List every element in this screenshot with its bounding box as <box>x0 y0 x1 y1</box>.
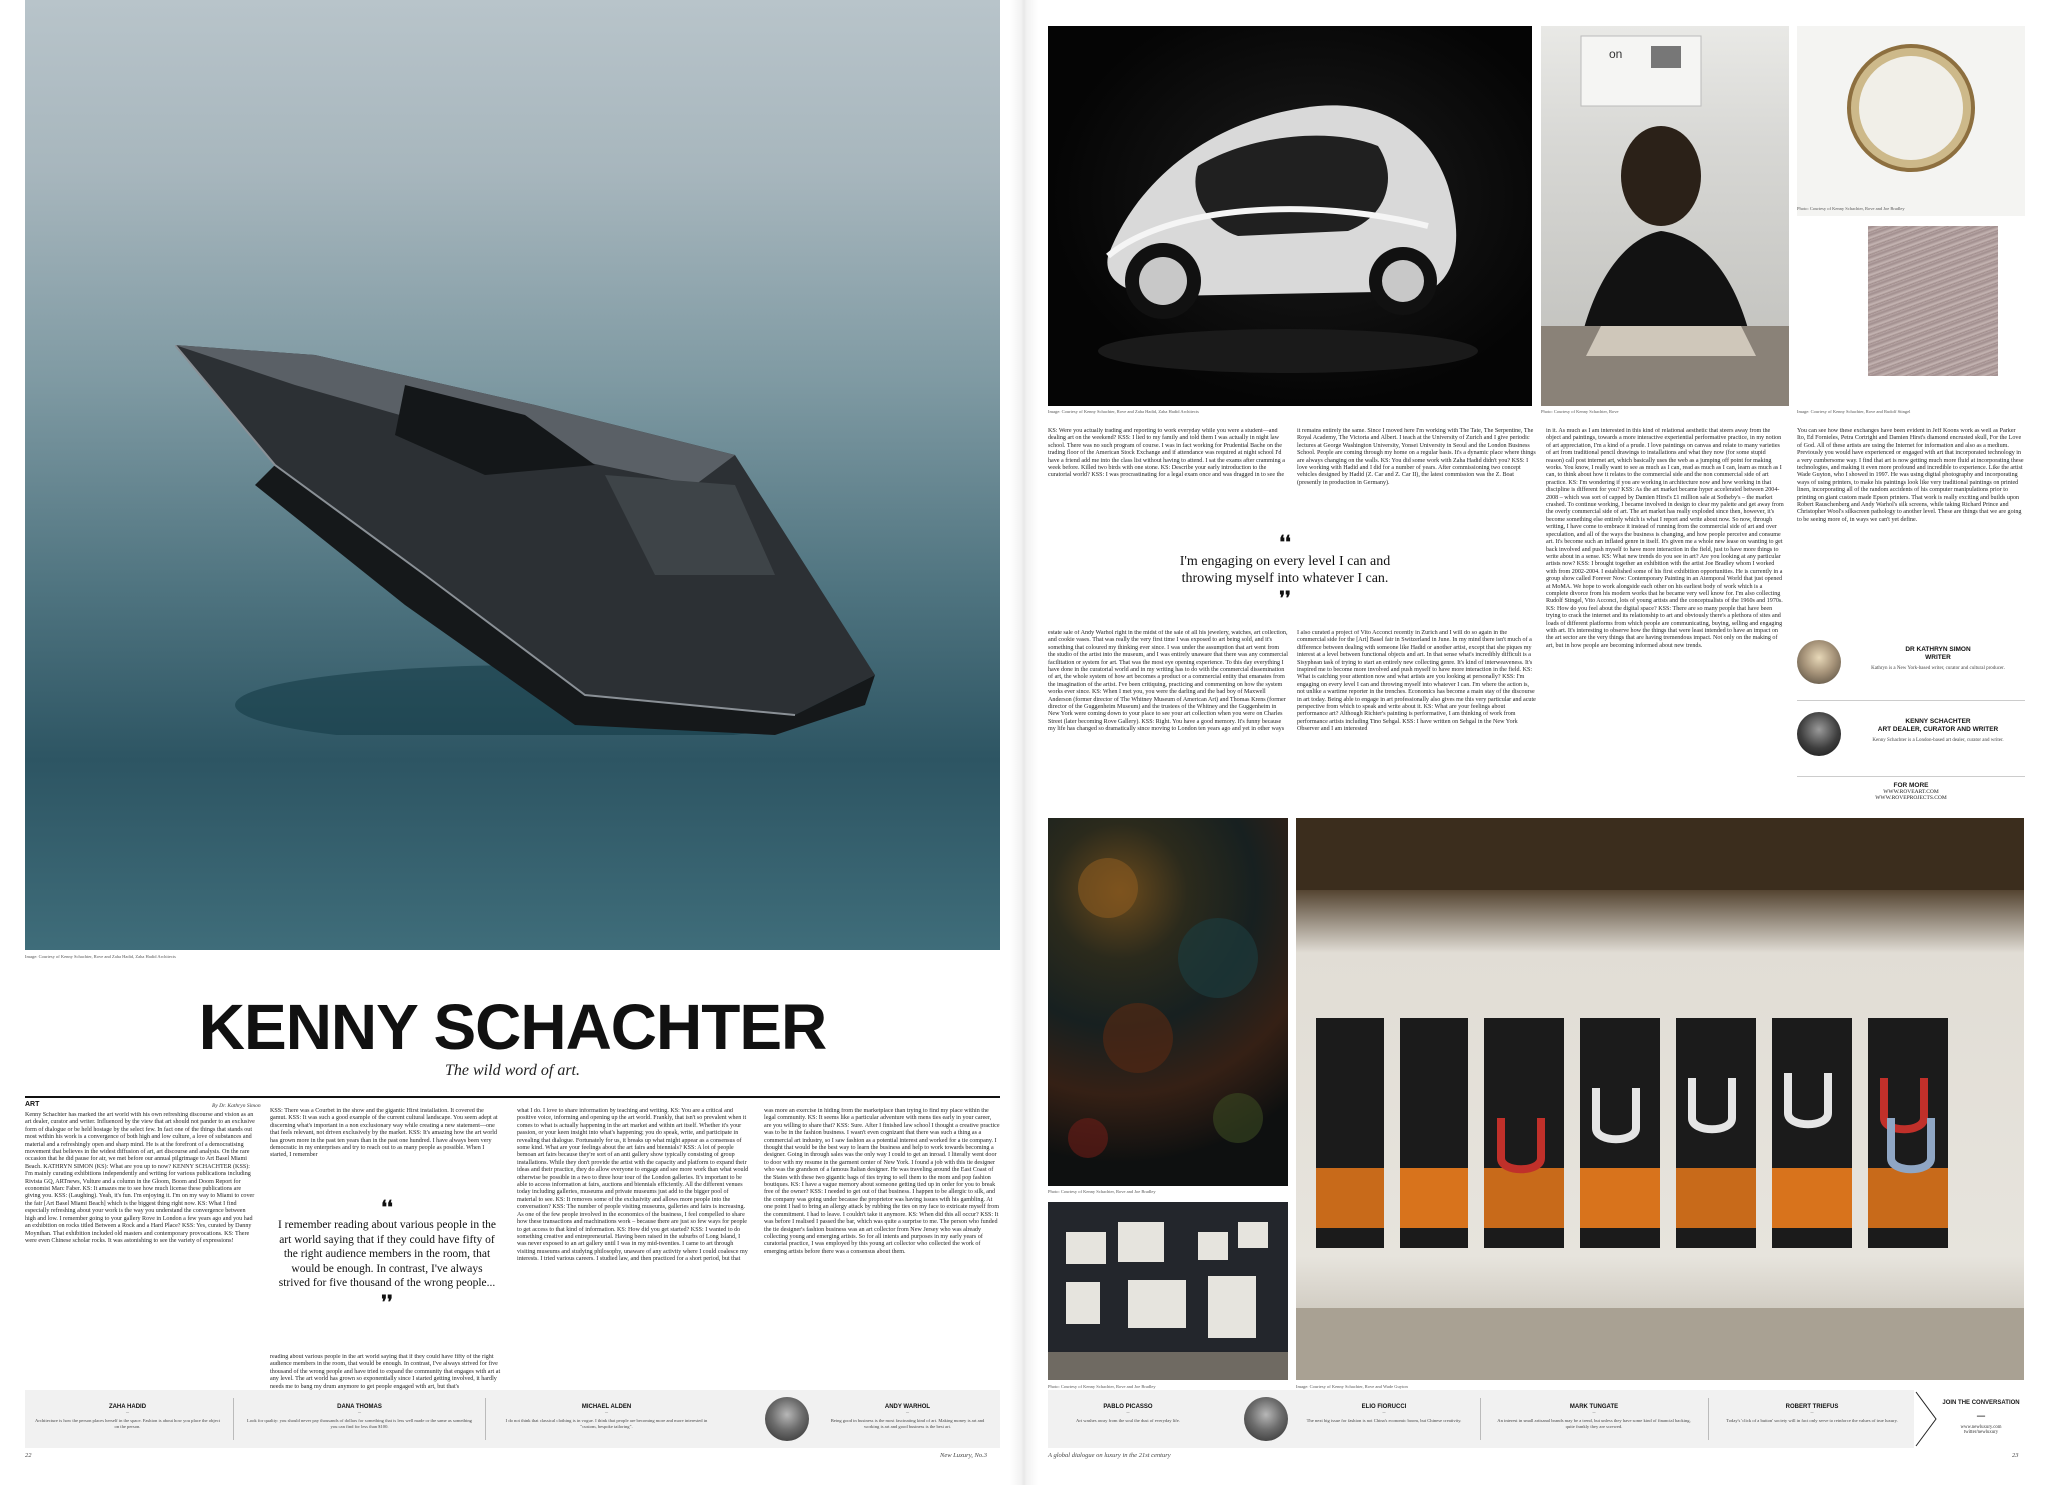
bio-description: Kathryn is a New York-based writer, curator and cultural producer. <box>1871 666 2005 671</box>
bio-name: DR KATHRYN SIMON <box>1905 646 1971 653</box>
bio-divider <box>1797 776 2025 777</box>
footer-quote-item <box>1484 1390 1704 1448</box>
article-top-rule <box>25 1096 1000 1098</box>
footer-quote-author: ELIO FIORUCCI <box>1361 1404 1407 1410</box>
footer-quote-text: Being good in business is the most fascinating kind of art. Making money is art and working is art and good business is the best art. <box>830 1418 985 1429</box>
footer-quote-text: Architecture is how the person places herself in the space. Fashion is about how you place the object on the person. <box>35 1418 220 1429</box>
footer-quote-text: An interest in small artisanal brands may be a trend, but unless they have some kind of financial backing, quite frankly they are screwed. <box>1497 1418 1691 1429</box>
footer-quote-item <box>1712 1390 1912 1448</box>
bio-role: WRITER <box>1925 654 1951 661</box>
folio-title-left: New Luxury, No.3 <box>940 1452 987 1459</box>
page-number-right: 23 <box>2012 1452 2019 1459</box>
close-quote-icon: ❜❜ <box>381 1291 393 1312</box>
footer-quote-text: Look for quality: you should never pay thousands of dollars for something that is less well made or the same as something you can find for less than $100. <box>247 1418 472 1429</box>
newluxury-twitter-link[interactable]: twitter/newluxury <box>1963 1430 1999 1435</box>
bio-role: ART DEALER, CURATOR AND WRITER <box>1877 726 1999 733</box>
dash-icon: – <box>1382 1410 1386 1416</box>
pull-quote-text: I remember reading about various people in the art world saying that if they could have fifty of the right audience members in the room, that would be enough. In contrast, I've always strived for five thousand of the wrong people... <box>277 1219 497 1289</box>
z-car-photo <box>1048 26 1532 406</box>
join-conversation-block[interactable] <box>1914 1390 2025 1448</box>
stingel-artwork-photo <box>1868 226 1998 376</box>
article-headline: KENNY SCHACHTER <box>198 991 827 1063</box>
boat-photo-caption: Image: Courtesy of Kenny Schachter, Rove and Zaha Hadid, Zaha Hadid Architects <box>25 954 176 959</box>
gallery-drawings-photo <box>1048 1202 1288 1380</box>
footer-quote-author: ANDY WARHOL <box>884 1404 931 1410</box>
svg-text:on: on <box>1609 47 1623 61</box>
article-column-4: was more an exercise in hiding from the marketplace than trying to find my place within the legal community. KS: It seems like a particular adventure with mens ties early in your career, are you willing to share that? KSS: Sure. After I finished law school I thought a creative practice was to be in the fashion business. I wasn't even cognizant that there was such a thing as a commercial art industry, so I saw fashion as a potential interest and worked for a tie company. I thought that would be the best way to learn the business and help to work towards becoming a designer. Going in through sales was the only way I could to get an inroad. I literally went door to door with my resume in the garment center of New York. I found a job with this tie designer who was the grandson of a famous Italian designer. He was traveling around the East Coast of the States with these two gigantic bags of ties trying to sell them to the mom and pop fashion boutiques. KS: I have a vague memory about someone getting tied up in order for you to break free of the owner? KSS: I needed to get out of that business. I happen to be allergic to silk, and the company was going under because the proprietor was having issues with his gambling. At one point I had to bring an allergy attack by rubbing the ties on my face to extricate myself from the commitment. I had to leave. I couldn't take it anymore. KS: When did this all occur? KSS: It was before I realised I passed the bar, which was quite a surprise to me. The person who funded the tie designer's fashion business was an art collector from New Jersey who was already collecting young and emerging artists. So for all intents and purposes in my early years of curatorial practice, I was employed by this young art collector who collected the work of emerging artists before there was a consensus about them. <box>764 1108 1000 1255</box>
article-column-3: what I do. I love to share information by teaching and writing. KS: You are a critical and positive voice, informing and opening up the art world. Frankly, that isn't so prevalent when it comes to what is actually happening in the art market and within art itself. Whether it's your passion, or your keen insight into what's happening; you do speak, write, and participate in revealing that dialogue. Fortunately for us, it breaks up what might appear as a consensus of some kind. What are your feelings about the art fairs and biennials? KSS: A lot of people bemoan art fairs because they're sort of an anti gallery show typically consisting of group installations. While they don't provide the artist with the capacity and platform to expand their ideas and their practice, they do allow everyone to engage and see more work than what would otherwise be possible in a two to three hour tour of the London galleries. It's important to be able to access information at fairs, auctions and biennials efficiently. All the different venues today including galleries, museums and private museums just add to the bigger pool of material to see. KS: It removes some of the exclusivity and allows more people into the conversation? KSS: The number of people visiting museums, galleries and fairs is increasing. As one of the few people involved in the economics of the business, I feel compelled to share how these transactions and machinations work – because there are just so few ways for people to get access to that kind of information. KS: How did you get started? KSS: I wanted to do something creative and entrepreneurial. Having been raised in the suburbs of Long Island, I was never exposed to an art gallery until I was in my mid-twenties. I came to art through visiting museums and studying philosophy, unaware of any activity where I could coalesce my interests. I tried various careers. I studied law, and then practiced for a short period, but that <box>517 1108 749 1263</box>
open-quote-icon: ❛❛ <box>381 1197 393 1217</box>
quote-footer-right <box>1048 1390 2025 1448</box>
footer-quote-text: The next big issue for fashion is not China's economic boom, but Chinese creativity. <box>1306 1418 1462 1423</box>
portrait-shape <box>1541 26 1789 406</box>
kenny-schachter-avatar <box>1797 712 1841 756</box>
article-column-2-top: KSS: There was a Courbet in the show and the gigantic Hirst installation. It covered the gamut. KSS: It was such a good example of the current cultural landscape. You seem adept at discerning what's important in a non exclusionary way while creating a new statement—one that feels relevant, not driven exclusively by the market. KSS: It's amazing how the art world has grown more in the past ten years than in the past one hundred. I have always been very democratic in my enterprises and try to reach out to as many people as possible. When I started, I remember <box>270 1108 498 1159</box>
page-gutter <box>1010 0 1038 1485</box>
gallery-big-shape <box>1296 818 2024 1380</box>
roveprojects-link[interactable]: WWW.ROVEPROJECTS.COM <box>1875 795 1947 801</box>
pull-quote-left <box>276 1197 498 1312</box>
car-photo-caption: Image: Courtesy of Kenny Schachter, Rove and Zaha Hadid, Zaha Hadid Architects <box>1048 409 1199 414</box>
canvas-row <box>1316 1018 1948 1248</box>
pull-quote-text: I'm engaging on every level I can and throwing myself into whatever I can. <box>1179 554 1391 586</box>
bio-description: Kenny Schachter is a London-based art dealer, curator and writer. <box>1872 738 2004 743</box>
sketch-photo-caption: Image: Courtesy of Kenny Schachter, Rove and Rudolf Stingel <box>1797 409 1911 414</box>
join-conversation-label: JOIN THE CONVERSATION <box>1942 1400 2020 1406</box>
byline: By Dr. Kathryn Simon <box>212 1103 261 1109</box>
elio-fiorucci-portrait <box>1244 1397 1288 1441</box>
for-more-label: FOR MORE <box>1893 782 1929 789</box>
kathryn-simon-avatar <box>1797 640 1841 684</box>
bio-name: KENNY SCHACHTER <box>1905 718 1971 725</box>
article-subhead: The wild word of art. <box>445 1062 580 1079</box>
abstract-painting-photo <box>1048 818 1288 1186</box>
right-column-1-top: KS: Were you actually trading and reporting to work everyday while you were a student—and dealing art on the weekend? KSS: I lied to my family and told them I was actually in night law school. There was no such program of course. I was in fact working for Prudential Bache on the trading floor of the American Stock Exchange and if attendance was required at night school I'd have a friend add me into the class list without having to attend. I sat the exams after cramming a week before. Killed two birds with one stone. KS: Describe your early introduction to the curatorial world? KSS: I was procrastinating for a legal exam once and was dragged in to see the <box>1048 428 1285 479</box>
right-column-4: You can see how these exchanges have been evident in Jeff Koons work as well as Parker Ito, Ed Fornieles, Petra Cortright and Damien Hirst's diamond encrusted skull, For the Love of God. All of these artists are using the Internet for information and also as a medium. Previously you would have experienced or engaged with art that incorporated technology in a very cumbersome way. I find that art is now getting much more fluid at incorporating these technologies, and making it even more profound and incredible to experience. Like the artist Wade Guyton, who I showed in 1997. He was using digital photography and incorporating ways of using printers, to make his paintings look like very traditional paintings on printed linen, incorporating all of the random accidents of his computer manipulations prior to printing on giant custom made Epson printers. That work is really exciting and builds upon Robert Rauschenberg and Andy Warhol's silk screens, while taking Richard Prince and Christopher Wool's silkscreen pathology to another level. These are things that we are going to be seeing more of, in ways we can't yet define. <box>1797 428 2024 523</box>
dash-icon: – <box>358 1410 361 1416</box>
gallery-small-caption: Photo: Courtesy of Kenny Schachter, Rove and Joe Bradley <box>1048 1384 1156 1389</box>
footer-divider <box>233 1398 234 1440</box>
gallery-small-shape <box>1048 1202 1288 1380</box>
open-quote-icon: ❛❛ <box>1279 532 1291 552</box>
dash-icon: – <box>1977 1407 1985 1424</box>
right-column-3: in it. As much as I am interested in this kind of relational aesthetic that steers away from the object and paintings, towards a more interactive experiential performative practice, in my notion of art appreciation, I'm a kind of a prude. I love paintings on canvas and relate to many varieties of art from traditional pencil drawings to installations and what they now (for some stupid reason) call post internet art, which basically uses the web as a jumping off point for making works. You know, I really want to see as much as I can, read as much as I can, learn as much as I can, to think about how it relates to the commercial side and the non commercial side of art practice. KS: I'm wondering if you are working in architecture now and how working in that discipline is different for you? KSS: As the art market became hyper accelerated between 2004-2008 – which was sort of capped by Damien Hirst's £1 million sale at Sotheby's – the market crashed. To continue working, I became involved in design to clear my palette and get away from the overly commercial side of art. The art market has really exploded since then, however, it's become something else entirely which is what I report and write about now. So now, through writing, I have come to embrace it instead of running from the commercial side of art and over speculation, and all of the ways the business is changing, and how people perceive and consume art. It's become such an inflated genre in itself. It's given me a whole new lease on wanting to get back involved and push myself to have more interaction in the field, just to have more things to write about in a sense. KS: What new trends do you see in art? Are you looking at any particular artists now? KSS: I brought together an exhibition with the artist Joe Bradley whom I worked with from 2002-2004. I established some of his first exhibition opportunities. He is currently in a group show called Forever Now: Contemporary Painting in an Atemporal World that just opened at MoMA. We hope to work alongside each other on his earliest body of work which is a complete divorce from his modern works that he became very well know for. I'm also collecting Rudolf Stingel, Vito Acconci, lots of young artists and the conceptualists of the 1960s and 1970s. KS: How do you feel about the digital space? KSS: There are so many people that have been trying to crack the internet and its relationship to art and obviously there's a plethora of sites and loads of different platforms from which people are communicating, buying, selling and engaging with art. It's interesting to observe how the things that were least intended to have an impact on the art sector are the very things that are having tremendous impact. Not only on the making of art, but in how people are becoming informed about new trends. <box>1546 428 1784 649</box>
page-number-left: 22 <box>25 1452 32 1459</box>
footer-quote-author: MICHAEL ALDEN <box>581 1404 632 1410</box>
footer-quote-item <box>489 1390 724 1448</box>
dash-icon: – <box>126 1410 129 1416</box>
dash-icon: – <box>1810 1410 1814 1416</box>
right-column-2-top: it remains entirely the same. Since I moved here I'm working with The Tate, The Serpentine, The Royal Academy, The Victoria and Albert. I teach at the University of Zurich and I give periodic lectures at George Washington University, Yonsei University in Seoul and the London Business School. People are coming through my home on a regular basis. It's a dynamic place where things are always changing on the walls. KS: You did some work with Zaha Hadid didn't you? KSS: I love working with Hadid and I did for a number of years. After commissioning two concept vehicles designed by Hadid (Z. Car and Z. Car II), the latest commission was the Z. Boat (presently in production in Germany). <box>1297 428 1536 486</box>
dash-icon: – <box>1592 1410 1596 1416</box>
abstract-photo-caption: Photo: Courtesy of Kenny Schachter, Rove and Joe Bradley <box>1048 1189 1156 1194</box>
mirror-shape <box>1797 26 2025 216</box>
footer-quote-item <box>1294 1390 1474 1448</box>
dash-icon: – <box>605 1410 608 1416</box>
round-mirror-artwork-photo <box>1797 26 2025 216</box>
for-more-block <box>1797 782 2025 801</box>
footer-quote-item <box>815 1390 1000 1448</box>
footer-divider <box>1708 1398 1709 1440</box>
article-column-1: Kenny Schachter has marked the art world with his own refreshing discourse and vision as an art dealer, curator and writer. Influenced by the view that art should not pander to an exclusive form of dialogue or be held hostage by the select few. In fact one of the things that stands out most within his work is a convergence of both high and low culture, a love of substances and material and a refreshingly open and sharp mind. He is at the forefront of a democratising movement that believes in the widest diffusion of art, art discourse and analysis. On the rare occasion that he did pause for air, we met before our annual pilgrimage to Art Basel Miami Beach. KATHRYN SIMON (KS): What are you up to now? KENNY SCHACHTER (KSS): I'm mainly curating exhibitions independently and writing for various publications including Rivista GQ, ARTnews, Vulture and a column in the Gloom, Boom and Doom Report for economist Marc Faber. KS: It amazes me to see how much license these publications are giving you. KSS: (Laughing). Yeah, it's fun. I'm enjoying it. I'm on my way to Miami to cover the fair [Art Basel Miami Beach] which is the biggest thing right now. KS: What I find especially refreshing about your work is the way you understand the convergence between high and low. I remember going to your gallery Rove in London a few years ago and you had an exhibition on rocks titled Between a Rock and a Hard Place? KSS: Yes, curated by Danny Moynihan. That exhibition included old masters and contemporary provocations. KS: There were even Chinese scholar rocks. It was astonishing to see the variety of expressions! <box>25 1112 255 1244</box>
car-shape <box>1048 26 1532 406</box>
mirror-photo-caption: Photo: Courtesy of Kenny Schachter, Rove and Joe Bradley <box>1797 206 1905 211</box>
kenny-schachter-portrait-photo <box>1541 26 1789 406</box>
footer-quote-author: DANA THOMAS <box>337 1404 382 1410</box>
footer-quote-text: Today's 'click of a button' society will in fact only serve to reinforce the values of true luxury. <box>1726 1418 1898 1423</box>
newluxury-website-link[interactable]: www.newluxury.com <box>1960 1425 2002 1430</box>
close-quote-icon: ❜❜ <box>1279 588 1291 608</box>
pull-quote-right <box>1160 532 1410 608</box>
dash-icon: – <box>906 1410 909 1416</box>
right-column-2-lower: I also curated a project of Vito Acconci recently in Zurich and I will do so again in the commercial side for the [Art] Basel fair in Switzerland in June. In my mind there isn't much of a difference between dealing with someone like Hadid or another artist, except that she piques my interest at a level between functional objects and art. In that sense what's incredibly difficult is a Sisyphean task of trying to start an entirely new collecting genre. It's kind of interweaveness. It's inspired me to become more involved and push myself to have more interaction in the field. KS: What is catching your attention now and what artists are you looking at personally? KSS: I'm engaging on every level I can and throwing myself into whatever I can. I'm where the action is, not unlike a wartime reporter in the trenches. Economics has become a main stay of the discourse in art today. Being able to engage in art professionally also gives me this very particular and acute perspective from which to speak and write about it. KS: What are your feelings about performance art? Although Richter's painting is performative, I am thinking of work from performance artists including Tino Sehgal. KSS: I have written on Sehgal in the New York Observer and I am interested <box>1297 630 1536 733</box>
andy-warhol-portrait <box>765 1397 809 1441</box>
bio-divider <box>1797 700 2025 701</box>
right-column-1-lower: estate sale of Andy Warhol right in the midst of the sale of all his jewelery, watches, art collection, and cookie vases. That was really the very first time I was exposed to art being sold, and it's something that coloured my thinking ever since. I was under the assumption that art went from the studio of the artist into the museum, and I was entirely unaware that there was any commercial facilitation or system for art. That was the most eye opening experience. To this day everything I have done in the curatorial world and in my writing has to do with the commercial dissemination of art, the whole system of how art becomes a product or a commercial entity that emanates from the imagination of the artist. I've been critiquing, practicing and commenting on how the system works ever since. KS: When I met you, you were the darling and the bad boy of Maxwell Anderson (former director of The Whitney Museum of American Art) and Thomas Krens (former director of the Guggenheim Museum) and the trustees of the Whitney and the Guggenheim in New York were coming down to your place to see your art collection when you were on Charles Street (later becoming Rove Gallery). KSS: Right. You have a good memory. It's funny because my life has changed so dramatically since moving to London ten years ago and yet in other ways <box>1048 630 1288 733</box>
footer-quote-text: I do not think that classical clothing is in vogue. I think that people are becoming more and more interested in "custom, bespoke tailoring". <box>505 1418 708 1429</box>
z-boat-photo <box>25 0 1000 950</box>
quote-footer-left <box>25 1390 1000 1448</box>
footer-divider <box>1480 1398 1481 1440</box>
footer-quote-author: PABLO PICASSO <box>1103 1404 1153 1410</box>
abstract-shape <box>1048 818 1288 1186</box>
footer-quote-author: MARK TUNGATE <box>1569 1404 1619 1410</box>
gallery-big-caption: Image: Courtesy of Kenny Schachter, Rove and Wade Guyton <box>1296 1384 1408 1389</box>
article-column-2-bottom: reading about various people in the art world saying that if they could have fifty of the right audience members in the room, that would be enough. In contrast, I've always strived for five thousand of the wrong people and have tried to expand the community that engages with art at any level. The art world has grown so exponentially since I started getting involved, it hardly needs me to bang my drum anymore to get people engaged with art, but that's <box>270 1354 501 1390</box>
footer-quote-item <box>1048 1390 1208 1448</box>
roveart-link[interactable]: WWW.ROVEART.COM <box>1883 789 1939 795</box>
folio-title-right: A global dialogue on luxury in the 21st century <box>1048 1452 1171 1459</box>
footer-divider <box>485 1398 486 1440</box>
wade-guyton-installation-photo <box>1296 818 2024 1380</box>
boat-shape <box>175 345 875 735</box>
footer-quote-item <box>237 1390 482 1448</box>
footer-quote-item <box>25 1390 230 1448</box>
footer-quote-author: ZAHA HADID <box>108 1404 147 1410</box>
section-tag: ART <box>25 1101 40 1108</box>
footer-quote-text: Art washes away from the soul the dust of everyday life. <box>1076 1418 1180 1423</box>
footer-quote-author: ROBERT TRIEFUS <box>1785 1404 1839 1410</box>
dash-icon: – <box>1126 1410 1130 1416</box>
portrait-photo-caption: Photo: Courtesy of Kenny Schachter, Rove <box>1541 409 1619 414</box>
